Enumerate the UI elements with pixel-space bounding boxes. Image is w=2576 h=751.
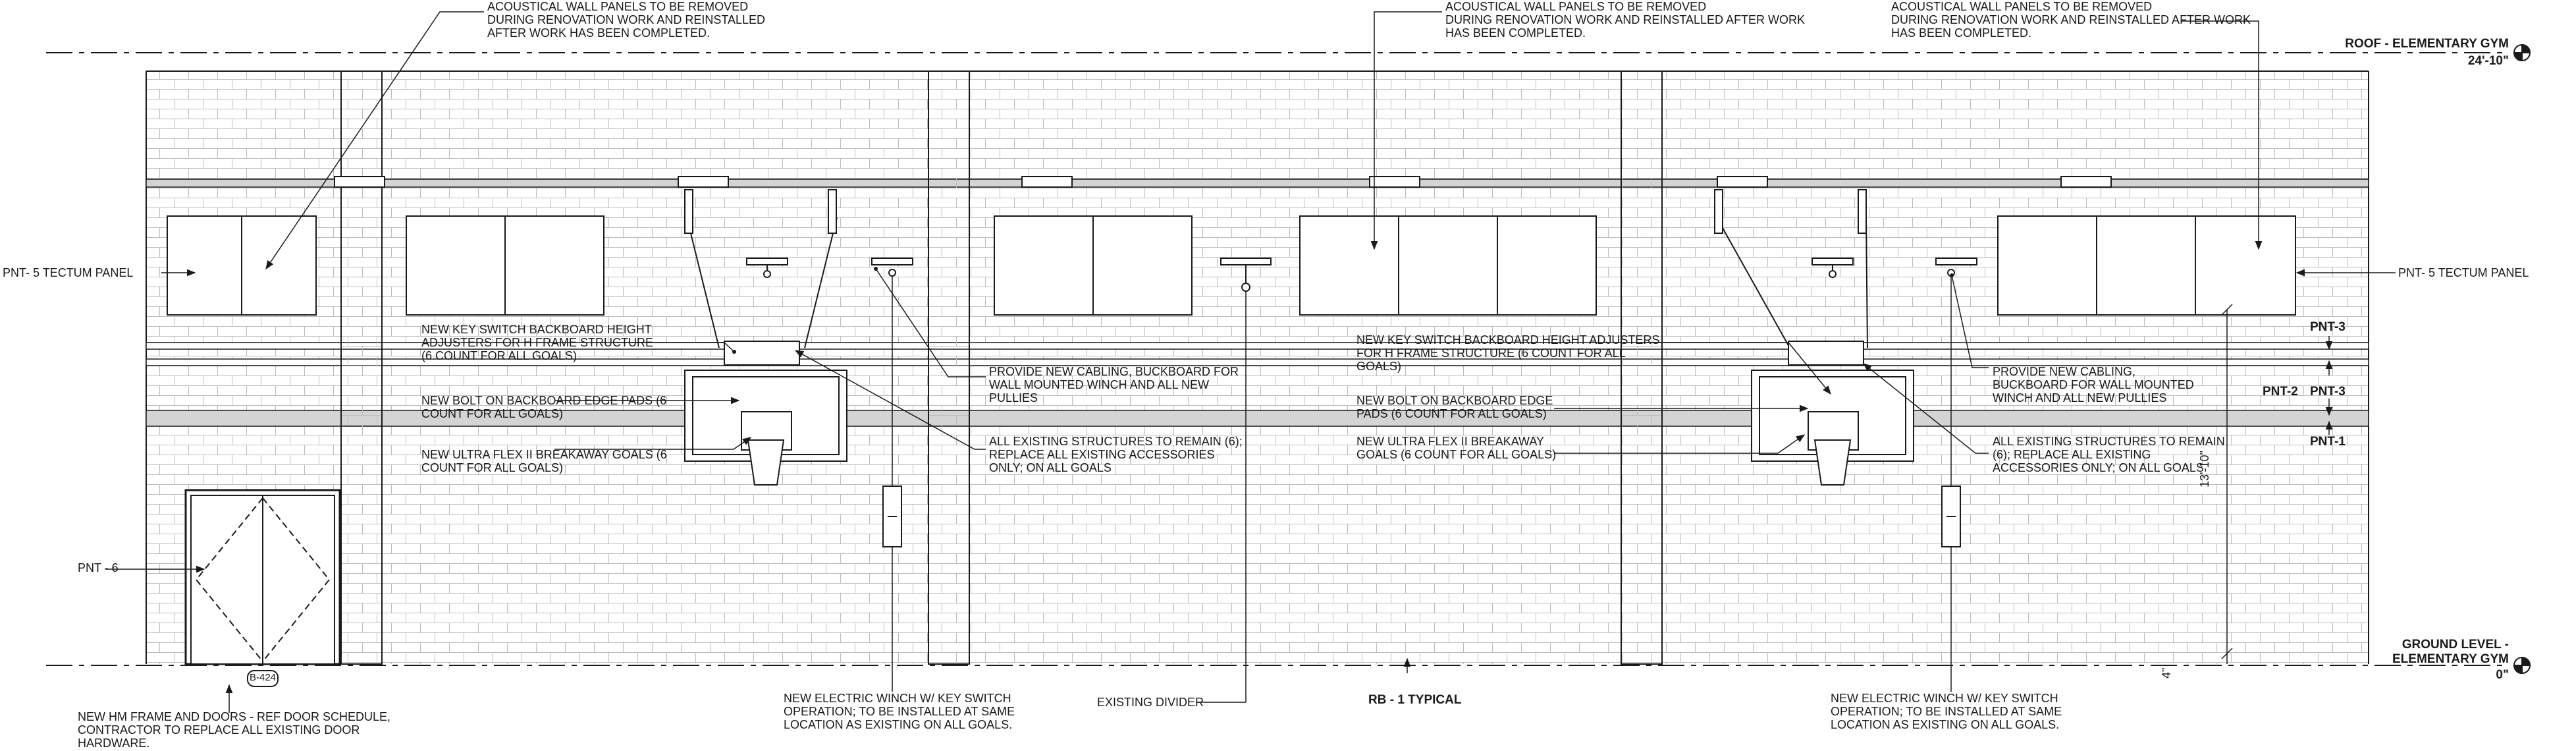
dimension-4in: 4" [2160, 667, 2173, 679]
height-adjuster [1788, 341, 1864, 365]
roof-level-label: ROOF - ELEMENTARY GYM [2345, 37, 2509, 51]
tectum-panel-group-4 [1300, 216, 1596, 315]
pnt5-tag-left: PNT- 5 TECTUM PANEL [3, 266, 134, 279]
pulley [872, 258, 913, 265]
door-frame [186, 490, 340, 686]
h-frame-bracket [828, 190, 836, 233]
light-fixture [2061, 177, 2111, 187]
light-fixture [1022, 177, 1072, 187]
light-fixture [335, 177, 385, 187]
h-frame-bracket [685, 190, 693, 233]
pnt5-tag-right: PNT- 5 TECTUM PANEL [2398, 266, 2529, 279]
note-existing-structures-right: ALL EXISTING STRUCTURES TO REMAIN (6); REPLACE ALL EXISTING ACCESSORIES ONLY; ON ALL GOALS [1993, 435, 2225, 474]
note-existing-structures-left: ALL EXISTING STRUCTURES TO REMAIN (6); REPLACE ALL EXISTING ACCESSORIES ONLY; ON ALL GOALS [989, 435, 1243, 474]
upper-beam [146, 179, 2369, 187]
rb1-tag: RB - 1 TYPICAL [1368, 693, 1462, 707]
pnt3-tag-mid: PNT-3 [2310, 385, 2346, 399]
goal-rim-net [748, 440, 784, 485]
note-bolt-pads-right: NEW BOLT ON BACKBOARD EDGE PADS (6 COUNT FOR ALL GOALS) [1356, 394, 1553, 420]
ground-level-label: GROUND LEVEL - [2402, 638, 2509, 652]
pulley [1936, 258, 1977, 265]
note-acoustic-panels-1: ACOUSTICAL WALL PANELS TO BE REMOVED DURING RENOVATION WORK AND REINSTALLED AFTER WORK HAS BEEN COMPLETED. [487, 0, 766, 40]
note-electric-winch-right: NEW ELECTRIC WINCH W/ KEY SWITCH OPERATION; TO BE INSTALLED AT SAME LOCATION AS EXISTING ON ALL GOALS. [1831, 692, 2062, 731]
pnt1-tag: PNT-1 [2310, 435, 2346, 449]
note-acoustic-panels-2: ACOUSTICAL WALL PANELS TO BE REMOVED DURING RENOVATION WORK AND REINSTALLED AFTER WORK HAS BEEN COMPLETED. [1445, 0, 1806, 40]
pulley [1812, 258, 1853, 265]
level-target-symbols [2514, 45, 2530, 673]
door-tag-label: B-424 [249, 672, 277, 683]
pulley [747, 258, 788, 265]
dimension-13-10: 13'-10" [2198, 451, 2211, 487]
column-1 [341, 71, 382, 664]
roof-level-elevation: 24'-10" [2467, 54, 2509, 68]
note-bolt-pads-left: NEW BOLT ON BACKBOARD EDGE PADS (6 COUNT FOR ALL GOALS) [421, 394, 667, 420]
pnt6-tag: PNT - 6 [78, 561, 119, 574]
ground-level-label-2: ELEMENTARY GYM [2392, 652, 2509, 666]
note-keyswitch-left: NEW KEY SWITCH BACKBOARD HEIGHT ADJUSTERS FOR H FRAME STRUCTURE (6 COUNT FOR ALL GOALS) [421, 323, 654, 362]
note-ultraflex-right: NEW ULTRA FLEX II BREAKAWAY GOALS (6 COUNT FOR ALL GOALS) [1356, 435, 1557, 461]
light-fixture [1370, 177, 1420, 187]
column-2 [928, 71, 969, 664]
note-cabling-left: PROVIDE NEW CABLING, BUCKBOARD FOR WALL MOUNTED WINCH AND ALL NEW PULLIES [989, 365, 1239, 404]
pnt3-tag-top: PNT-3 [2310, 320, 2346, 334]
pnt2-tag: PNT-2 [2263, 385, 2298, 399]
note-ultraflex-left: NEW ULTRA FLEX II BREAKAWAY GOALS (6 COUNT FOR ALL GOALS) [421, 448, 667, 474]
note-electric-winch-left: NEW ELECTRIC WINCH W/ KEY SWITCH OPERATION; TO BE INSTALLED AT SAME LOCATION AS EXISTING ON ALL GOALS. [784, 692, 1015, 731]
note-door-hardware: NEW HM FRAME AND DOORS - REF DOOR SCHEDULE, CONTRACTOR TO REPLACE ALL EXISTING DOOR HARDWARE. [78, 710, 391, 750]
light-fixture [678, 177, 728, 187]
tectum-panel-group-5 [1998, 216, 2295, 315]
note-keyswitch-right: NEW KEY SWITCH BACKBOARD HEIGHT ADJUSTERS FOR H FRAME STRUCTURE (6 COUNT FOR ALL GOALS) [1356, 333, 1660, 373]
goal-rim-net [1815, 440, 1850, 485]
height-adjuster [724, 341, 799, 365]
note-acoustic-panels-3: ACOUSTICAL WALL PANELS TO BE REMOVED DURING RENOVATION WORK AND REINSTALLED AFTER WORK HAS BEEN COMPLETED. [1891, 0, 2251, 40]
existing-divider-tag: EXISTING DIVIDER [1097, 696, 1204, 709]
note-cabling-right: PROVIDE NEW CABLING, BUCKBOARD FOR WALL MOUNTED WINCH AND ALL NEW PULLIES [1993, 365, 2194, 404]
ground-level-elevation: 0" [2496, 668, 2509, 682]
light-fixture [1717, 177, 1767, 187]
h-frame-bracket [1858, 190, 1866, 233]
h-frame-bracket [1715, 190, 1723, 233]
